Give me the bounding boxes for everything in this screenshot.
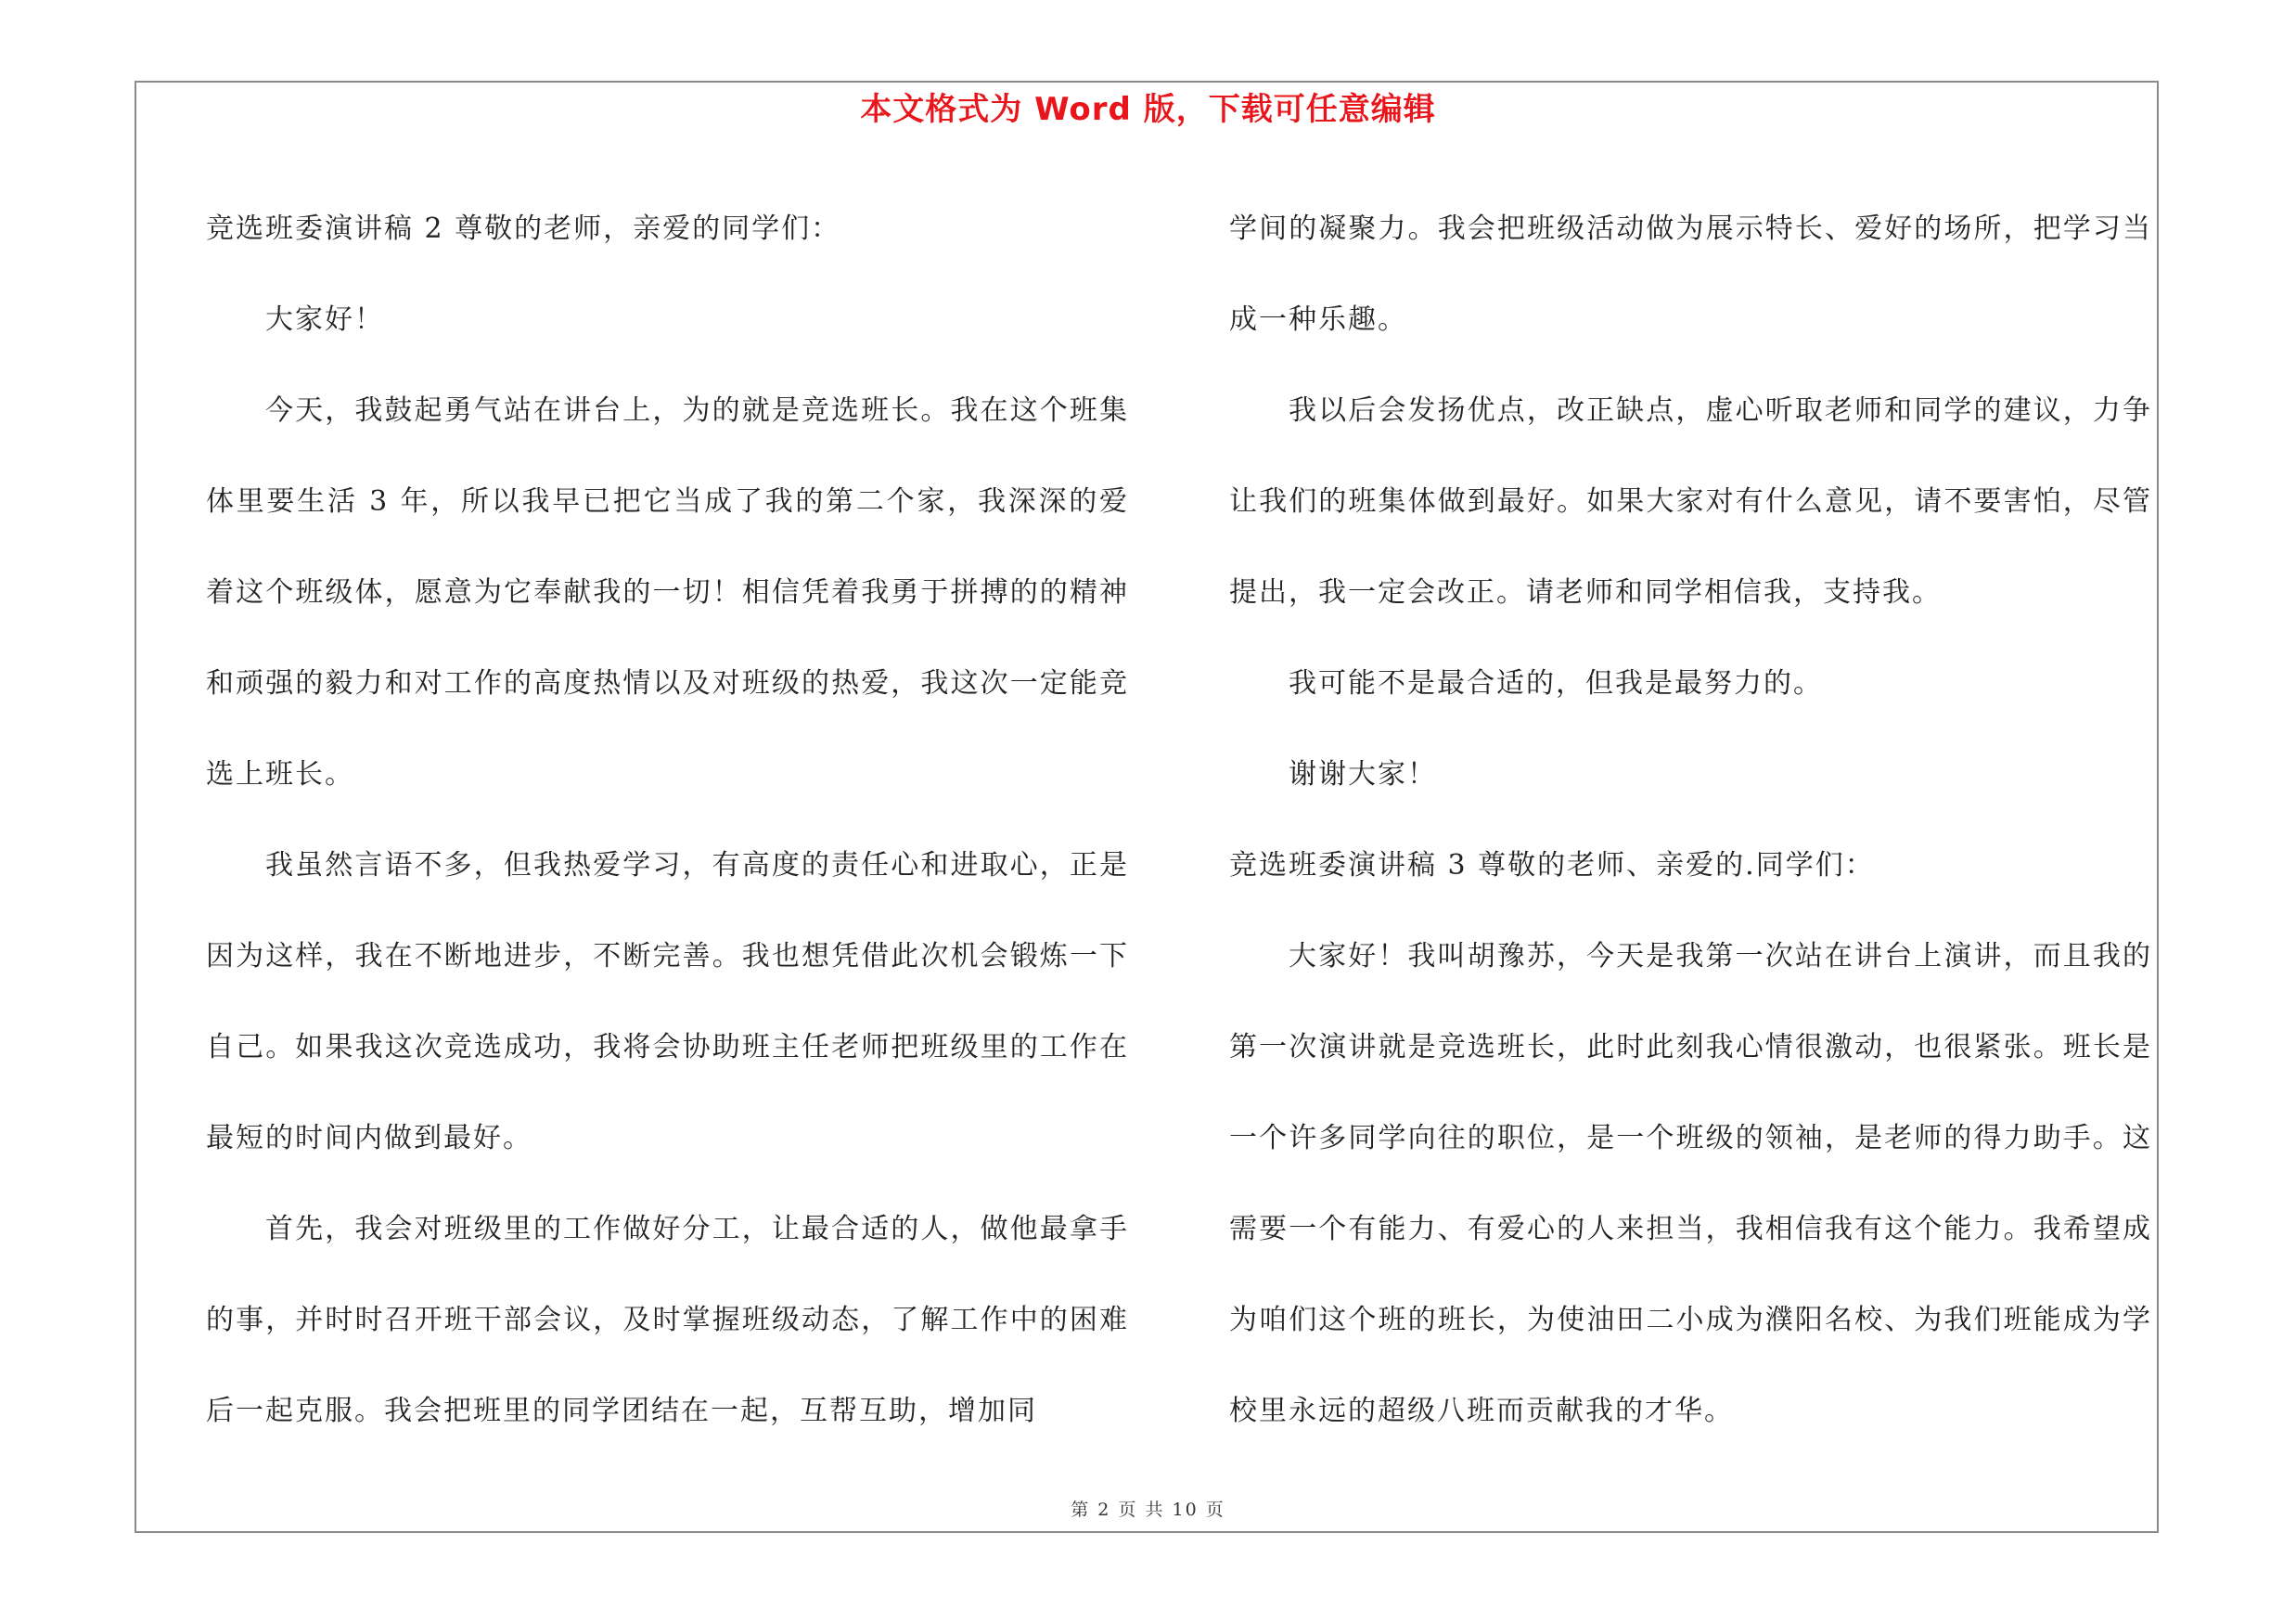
paragraph: 谢谢大家！ bbox=[1289, 758, 1437, 791]
format-banner: 本文格式为 Word 版，下载可任意编辑 bbox=[860, 91, 1436, 128]
paragraph: 首先，我会对班级里的工作做好分工，让最合适的人，做他最拿手的事，并时时召开班干部会议，及时掌握班级动态，了解工作中的困难后一起克服。我会把班里的同学团结在一起，互帮互助，增加同 bbox=[206, 1213, 1129, 1427]
page-number: 第 2 页 共 10 页 bbox=[1071, 1500, 1225, 1520]
paragraph: 竞选班委演讲稿 3 尊敬的老师、亲爱的.同学们： bbox=[1229, 849, 1875, 882]
paragraph: 我虽然言语不多，但我热爱学习，有高度的责任心和进取心，正是因为这样，我在不断地进步，不断完善。我也想凭借此次机会锻炼一下自己。如果我这次竞选成功，我将会协助班主任老师把班级里的工作在最短的时间内做到最好。 bbox=[206, 849, 1129, 1154]
paragraph: 大家好！我叫胡豫苏，今天是我第一次站在讲台上演讲，而且我的第一次演讲就是竞选班长，此时此刻我心情很激动，也很紧张。班长是一个许多同学向往的职位，是一个班级的领袖，是老师的得力助手。这需要一个有能力、有爱心的人来担当，我相信我有这个能力。我希望成为咱们这个班的班长，为使油田二小成为濮阳名校、为我们班能成为学校里永远的超级八班而贡献我的才华。 bbox=[1229, 940, 2152, 1427]
right-column bbox=[1229, 184, 2152, 1457]
paragraph: 今天，我鼓起勇气站在讲台上，为的就是竞选班长。我在这个班集体里要生活 3 年，所以我早已把它当成了我的第二个家，我深深的爱着这个班级体，愿意为它奉献我的一切！相信凭着我勇于拼搏的的精神和顽强的毅力和对工作的高度热情以及对班级的热爱，我这次一定能竞选上班长。 bbox=[206, 394, 1129, 791]
left-column bbox=[206, 184, 1129, 1457]
paragraph: 竞选班委演讲稿 2 尊敬的老师，亲爱的同学们： bbox=[206, 213, 841, 245]
paragraph: 学间的凝聚力。我会把班级活动做为展示特长、爱好的场所，把学习当成一种乐趣。 bbox=[1229, 213, 2152, 336]
paragraph: 我可能不是最合适的，但我是最努力的。 bbox=[1289, 667, 1823, 700]
paragraph: 我以后会发扬优点，改正缺点，虚心听取老师和同学的建议，力争让我们的班集体做到最好。如果大家对有什么意见，请不要害怕，尽管提出，我一定会改正。请老师和同学相信我，支持我。 bbox=[1229, 394, 2152, 609]
paragraph: 大家好！ bbox=[265, 303, 384, 336]
